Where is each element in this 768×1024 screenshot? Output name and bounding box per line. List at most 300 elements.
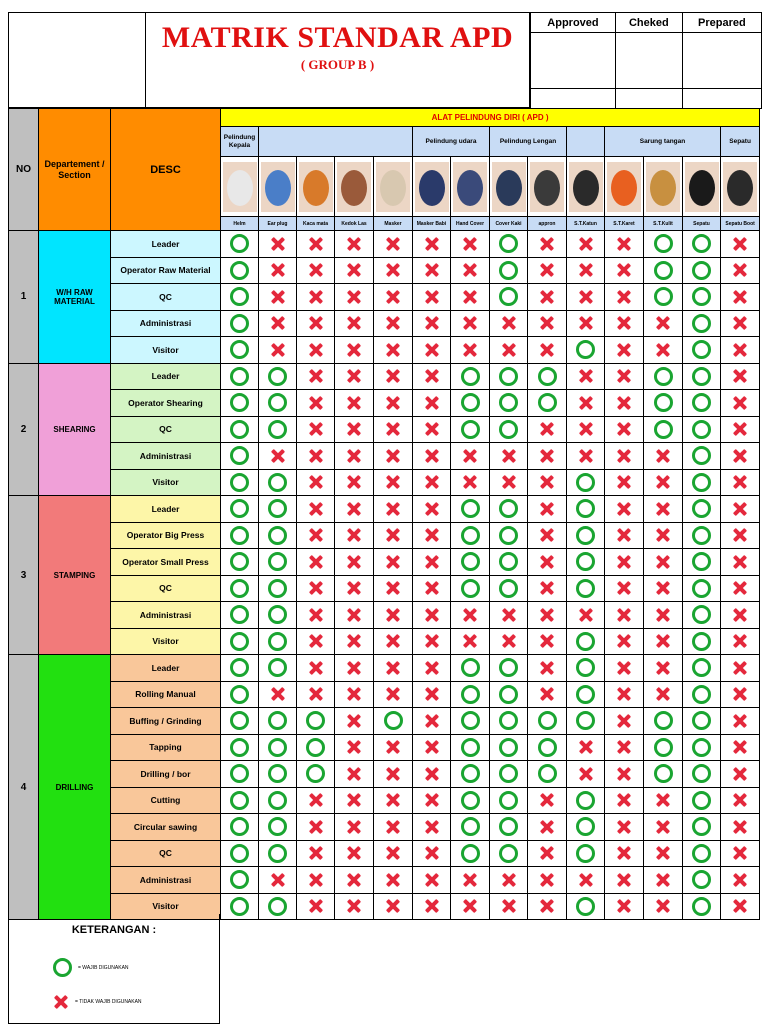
cross-icon [539, 580, 555, 596]
matrix-cell [721, 628, 760, 655]
cross-icon [655, 580, 671, 596]
matrix-cell [490, 761, 528, 788]
matrix-cell [567, 840, 605, 867]
cross-icon [578, 448, 594, 464]
position-desc: Tapping [111, 734, 221, 761]
cross-icon [616, 580, 632, 596]
matrix-cell [451, 257, 490, 284]
cross-icon [424, 342, 440, 358]
matrix-cell [490, 575, 528, 602]
cross-icon [732, 660, 748, 676]
cross-icon [424, 527, 440, 543]
matrix-cell [335, 575, 374, 602]
circle-icon [268, 526, 287, 545]
matrix-cell [221, 469, 259, 496]
matrix-cell [683, 549, 721, 576]
department-number: 2 [9, 363, 39, 496]
cross-icon [346, 686, 362, 702]
matrix-cell [490, 628, 528, 655]
matrix-cell [374, 390, 413, 417]
cross-icon [616, 554, 632, 570]
matrix-cell [567, 522, 605, 549]
circle-icon [230, 340, 249, 359]
matrix-cell [297, 602, 335, 629]
matrix-cell [528, 893, 567, 920]
goggles-icon [299, 162, 333, 212]
circle-icon [499, 526, 518, 545]
matrix-cell [374, 575, 413, 602]
circle-icon [230, 367, 249, 386]
cross-icon [385, 872, 401, 888]
matrix-cell [335, 337, 374, 364]
matrix-cell [721, 284, 760, 311]
matrix-cell [567, 390, 605, 417]
circle-icon [230, 499, 249, 518]
cross-icon [346, 739, 362, 755]
matrix-cell [605, 840, 644, 867]
matrix-cell [413, 628, 451, 655]
matrix-cell [451, 893, 490, 920]
matrix-cell [528, 814, 567, 841]
cross-icon [424, 739, 440, 755]
matrix-cell [683, 310, 721, 337]
matrix-cell [259, 549, 297, 576]
matrix-cell [297, 496, 335, 523]
cross-icon [655, 448, 671, 464]
matrix-cell [721, 496, 760, 523]
circle-icon [268, 552, 287, 571]
table-row [9, 787, 760, 814]
cross-icon [655, 845, 671, 861]
matrix-cell [644, 337, 683, 364]
circle-icon [230, 738, 249, 757]
checked-signature [615, 33, 682, 89]
matrix-cell [259, 761, 297, 788]
matrix-cell [528, 602, 567, 629]
cross-icon [539, 872, 555, 888]
circle-icon [538, 393, 557, 412]
cross-icon [462, 289, 478, 305]
position-desc: Operator Small Press [111, 549, 221, 576]
matrix-cell [721, 469, 760, 496]
circle-icon [306, 764, 325, 783]
matrix-cell [567, 363, 605, 390]
matrix-cell [259, 257, 297, 284]
cross-icon [539, 898, 555, 914]
cross-icon [424, 792, 440, 808]
cross-icon [424, 289, 440, 305]
matrix-cell [683, 708, 721, 735]
mask-icon [376, 162, 410, 212]
circle-icon [53, 958, 72, 977]
matrix-cell [374, 337, 413, 364]
equipment-picture [221, 157, 259, 217]
circle-icon [692, 552, 711, 571]
matrix-cell [644, 231, 683, 258]
position-desc: Cutting [111, 787, 221, 814]
matrix-cell [451, 310, 490, 337]
matrix-cell [451, 549, 490, 576]
circle-icon [230, 314, 249, 333]
matrix-cell [721, 681, 760, 708]
matrix-cell [605, 575, 644, 602]
circle-icon [461, 552, 480, 571]
matrix-cell [567, 708, 605, 735]
matrix-cell [721, 337, 760, 364]
position-desc: Operator Big Press [111, 522, 221, 549]
matrix-cell [683, 628, 721, 655]
circle-icon [499, 711, 518, 730]
cross-icon [346, 819, 362, 835]
matrix-cell [335, 681, 374, 708]
matrix-cell [374, 602, 413, 629]
cross-icon [655, 819, 671, 835]
circle-icon [268, 632, 287, 651]
equipment-picture [605, 157, 644, 217]
matrix-cell [374, 708, 413, 735]
leather-glove-icon [646, 162, 680, 212]
cross-icon [732, 819, 748, 835]
matrix-cell [297, 840, 335, 867]
matrix-cell [721, 575, 760, 602]
cross-icon [616, 236, 632, 252]
circle-icon [499, 738, 518, 757]
circle-icon [576, 844, 595, 863]
matrix-cell [683, 522, 721, 549]
position-desc: Operator Shearing [111, 390, 221, 417]
matrix-cell [221, 814, 259, 841]
circle-icon [692, 764, 711, 783]
matrix-cell [490, 337, 528, 364]
cross-icon [385, 474, 401, 490]
matrix-cell [721, 443, 760, 470]
matrix-cell [413, 708, 451, 735]
matrix-cell [221, 575, 259, 602]
cross-icon [578, 395, 594, 411]
cross-icon [732, 554, 748, 570]
cross-icon [539, 315, 555, 331]
matrix-cell [335, 787, 374, 814]
matrix-cell [490, 496, 528, 523]
circle-icon [499, 393, 518, 412]
cross-icon [385, 792, 401, 808]
cross-icon [308, 819, 324, 835]
matrix-cell [528, 257, 567, 284]
matrix-cell [683, 602, 721, 629]
cross-icon [424, 766, 440, 782]
matrix-cell [490, 893, 528, 920]
matrix-cell [567, 257, 605, 284]
matrix-cell [490, 469, 528, 496]
cross-icon [732, 236, 748, 252]
matrix-cell [567, 310, 605, 337]
cross-icon [308, 315, 324, 331]
matrix-cell [644, 602, 683, 629]
matrix-cell [567, 655, 605, 682]
cross-icon [462, 448, 478, 464]
matrix-cell [567, 628, 605, 655]
matrix-cell [335, 708, 374, 735]
equipment-picture [721, 157, 760, 217]
matrix-cell [644, 284, 683, 311]
circle-icon [654, 711, 673, 730]
matrix-cell [605, 893, 644, 920]
equipment-name: Hand Cover [451, 217, 490, 231]
cross-icon [616, 766, 632, 782]
cross-icon [385, 554, 401, 570]
cross-icon [462, 315, 478, 331]
table-row [9, 867, 760, 894]
cross-icon [270, 236, 286, 252]
circle-icon [230, 287, 249, 306]
matrix-cell [605, 337, 644, 364]
matrix-cell [721, 893, 760, 920]
cross-icon [424, 660, 440, 676]
circle-icon [692, 473, 711, 492]
matrix-cell [721, 522, 760, 549]
cross-icon [308, 289, 324, 305]
circle-icon [499, 685, 518, 704]
cross-icon [616, 289, 632, 305]
cross-icon [308, 368, 324, 384]
cross-icon [385, 607, 401, 623]
prepared-name [682, 89, 761, 109]
position-desc: Leader [111, 496, 221, 523]
matrix-cell [259, 337, 297, 364]
matrix-cell [605, 787, 644, 814]
apd-matrix [8, 108, 760, 920]
matrix-cell [605, 231, 644, 258]
cross-icon [732, 713, 748, 729]
matrix-cell [683, 575, 721, 602]
cross-icon [655, 872, 671, 888]
cross-icon [385, 501, 401, 517]
circle-icon [576, 579, 595, 598]
cross-icon [424, 262, 440, 278]
apd-group-label: Pelindung Kepala [221, 127, 259, 157]
header-department: Departement / Section [39, 109, 111, 231]
matrix-cell [644, 416, 683, 443]
cross-icon [655, 474, 671, 490]
prepared-signature [682, 33, 761, 89]
matrix-cell [335, 814, 374, 841]
cross-icon [270, 686, 286, 702]
matrix-cell [721, 390, 760, 417]
matrix-cell [683, 761, 721, 788]
document-subtitle: ( GROUP B ) [300, 57, 375, 72]
apron-icon [530, 162, 564, 212]
safety-shoe-icon [685, 162, 719, 212]
matrix-cell [335, 284, 374, 311]
cross-icon [732, 872, 748, 888]
cross-icon [385, 898, 401, 914]
matrix-cell [451, 681, 490, 708]
circle-icon [230, 685, 249, 704]
position-desc: Administrasi [111, 602, 221, 629]
equipment-name: S.T.Kulit [644, 217, 683, 231]
matrix-cell [528, 496, 567, 523]
matrix-cell [567, 416, 605, 443]
matrix-cell [374, 257, 413, 284]
department-name: DRILLING [39, 655, 111, 920]
circle-icon [268, 897, 287, 916]
matrix-cell [259, 893, 297, 920]
cross-icon [539, 607, 555, 623]
cross-icon [539, 660, 555, 676]
table-row [9, 549, 760, 576]
equipment-name: appron [528, 217, 567, 231]
equipment-name: Masker Babi [413, 217, 451, 231]
circle-icon [461, 817, 480, 836]
circle-icon [461, 658, 480, 677]
legend [8, 914, 220, 1024]
cross-icon [616, 368, 632, 384]
matrix-cell [413, 655, 451, 682]
matrix-cell [413, 893, 451, 920]
cotton-glove-icon [569, 162, 603, 212]
cross-icon [346, 607, 362, 623]
cross-icon [616, 845, 632, 861]
matrix-cell [335, 310, 374, 337]
matrix-cell [335, 363, 374, 390]
matrix-cell [721, 734, 760, 761]
cross-icon [424, 686, 440, 702]
matrix-cell [413, 363, 451, 390]
matrix-cell [721, 602, 760, 629]
cross-icon [385, 766, 401, 782]
position-desc: Operator Raw Material [111, 257, 221, 284]
matrix-cell [644, 549, 683, 576]
matrix-cell [259, 310, 297, 337]
circle-icon [576, 526, 595, 545]
matrix-cell [683, 867, 721, 894]
equipment-name: Sepatu Boot [721, 217, 760, 231]
matrix-cell [413, 337, 451, 364]
matrix-cell [297, 469, 335, 496]
circle-icon [268, 738, 287, 757]
position-desc: Administrasi [111, 310, 221, 337]
cross-icon [346, 872, 362, 888]
position-desc: Circular sawing [111, 814, 221, 841]
cross-icon [462, 607, 478, 623]
cross-icon [616, 819, 632, 835]
circle-icon [576, 658, 595, 677]
cross-icon [732, 421, 748, 437]
matrix-cell [683, 681, 721, 708]
matrix-cell [490, 310, 528, 337]
matrix-cell [451, 708, 490, 735]
cross-icon [346, 713, 362, 729]
cross-icon [424, 236, 440, 252]
cross-icon [308, 554, 324, 570]
matrix-cell [528, 337, 567, 364]
cross-icon [462, 262, 478, 278]
equipment-picture [297, 157, 335, 217]
cross-icon [462, 633, 478, 649]
matrix-cell [567, 284, 605, 311]
cross-icon [655, 315, 671, 331]
matrix-cell [374, 469, 413, 496]
equipment-picture [451, 157, 490, 217]
cross-icon [578, 262, 594, 278]
matrix-cell [297, 893, 335, 920]
table-row [9, 681, 760, 708]
circle-icon [461, 579, 480, 598]
matrix-cell [221, 602, 259, 629]
cross-icon [346, 527, 362, 543]
table-row [9, 814, 760, 841]
matrix-cell [528, 416, 567, 443]
apd-group-label [259, 127, 413, 157]
cross-icon [308, 898, 324, 914]
circle-icon [268, 420, 287, 439]
cross-icon [308, 660, 324, 676]
circle-icon [538, 367, 557, 386]
position-desc: Rolling Manual [111, 681, 221, 708]
matrix-cell [335, 628, 374, 655]
matrix-cell [683, 231, 721, 258]
circle-icon [499, 791, 518, 810]
table-row [9, 602, 760, 629]
matrix-cell [413, 443, 451, 470]
matrix-cell [259, 363, 297, 390]
cross-icon [53, 994, 69, 1010]
matrix-cell [221, 416, 259, 443]
cross-icon [616, 898, 632, 914]
circle-icon [268, 658, 287, 677]
cross-icon [424, 448, 440, 464]
matrix-cell [297, 337, 335, 364]
cross-icon [346, 315, 362, 331]
matrix-cell [528, 734, 567, 761]
matrix-cell [644, 575, 683, 602]
matrix-cell [451, 443, 490, 470]
matrix-cell [721, 867, 760, 894]
welding-mask-icon [337, 162, 371, 212]
cross-icon [539, 554, 555, 570]
position-desc: Leader [111, 363, 221, 390]
circle-icon [576, 685, 595, 704]
matrix-cell [374, 310, 413, 337]
circle-icon [692, 367, 711, 386]
cross-icon [424, 474, 440, 490]
matrix-cell [221, 363, 259, 390]
table-row [9, 708, 760, 735]
matrix-cell [567, 469, 605, 496]
matrix-cell [721, 708, 760, 735]
matrix-cell [259, 231, 297, 258]
circle-icon [692, 393, 711, 412]
matrix-cell [605, 522, 644, 549]
cross-icon [578, 607, 594, 623]
cross-icon [308, 448, 324, 464]
matrix-cell [528, 628, 567, 655]
matrix-cell [413, 761, 451, 788]
cross-icon [655, 342, 671, 358]
matrix-cell [413, 284, 451, 311]
matrix-cell [297, 549, 335, 576]
table-row [9, 443, 760, 470]
cross-icon [308, 395, 324, 411]
matrix-cell [721, 363, 760, 390]
legend-not-required [53, 994, 142, 1010]
circle-icon [230, 844, 249, 863]
matrix-cell [721, 840, 760, 867]
cross-icon [424, 607, 440, 623]
cross-icon [308, 527, 324, 543]
matrix-cell [721, 814, 760, 841]
matrix-cell [221, 893, 259, 920]
